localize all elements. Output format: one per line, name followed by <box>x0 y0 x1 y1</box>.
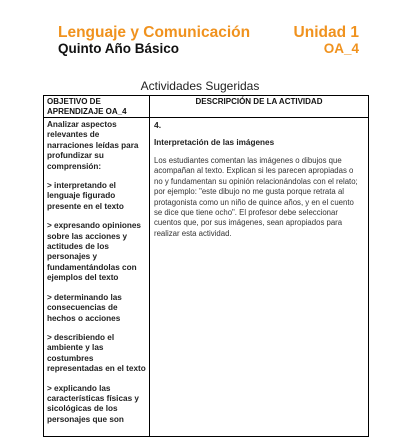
objective-code: OA_4 <box>323 41 359 56</box>
objective-item: > determinando las consecuencias de hechos o acciones <box>47 292 122 323</box>
grade-label: Quinto Año Básico <box>58 41 179 56</box>
activity-cell <box>150 118 369 437</box>
objective-cell <box>44 118 150 437</box>
objective-item: > interpretando el lenguaje figurado presente en el texto <box>47 181 124 211</box>
objective-column-header: OBJETIVO DE APRENDIZAJE OA_4 <box>44 96 150 118</box>
header-left <box>58 24 250 57</box>
objective-intro: Analizar aspectos relevantes de narraciones leídas para profundizar su comprensión: <box>47 120 139 171</box>
activity-number: 4. <box>154 120 162 130</box>
objective-item: > describiendo el ambiente y las costumbres representadas en el texto <box>47 332 146 374</box>
section-title: Actividades Sugeridas <box>140 79 260 93</box>
activity-description: Los estudiantes comentan las imágenes o dibujos que acompañan al texto. Explican si les parecen apropiadas o no y fundamentan su opinión relacionándolas con el relato; por ejemplo: "este dibujo no me gusta porque retrata al protagonista como un niño de quince años, y en el cuento se dice que tiene ocho". El profesor debe seleccionar cuentos que, por sus imágenes, sean apropiados para realizar esta actividad. <box>154 156 358 238</box>
activities-table <box>43 95 369 437</box>
unit-label: Unidad 1 <box>293 24 359 41</box>
header-right <box>294 24 359 57</box>
table-row <box>44 118 369 437</box>
activity-title: Interpretación de las imágenes <box>154 138 275 147</box>
description-column-header: DESCRIPCIÓN DE LA ACTIVIDAD <box>150 96 369 118</box>
subject-title: Lenguaje y Comunicación <box>58 24 251 41</box>
table-header-row <box>44 96 369 118</box>
objective-item: > explicando las características físicas y sicológicas de los personajes que son <box>47 383 139 424</box>
objective-item: > expresando opiniones sobre las acciones y actitudes de los personajes y fundamentándolas con ejemplos del texto <box>47 221 141 283</box>
